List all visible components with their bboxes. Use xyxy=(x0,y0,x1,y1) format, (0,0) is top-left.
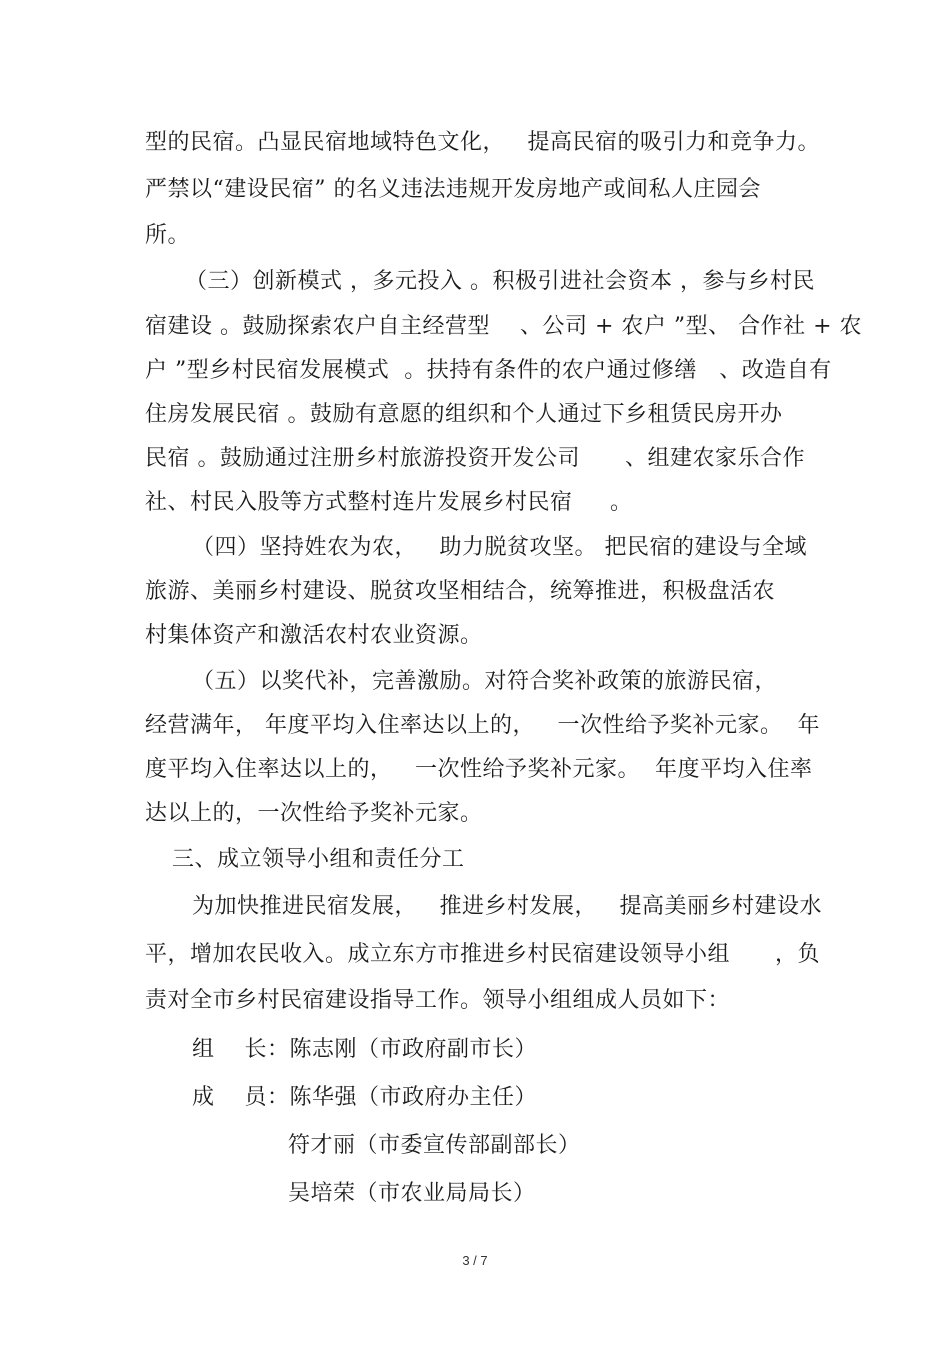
page-number: 3 / 7 xyxy=(462,1253,488,1268)
member-line: 成 员：陈华强（市政府办主任） xyxy=(192,1085,537,1110)
text-line: 为加快推进民宿发展， 推进乡村发展， 提高美丽乡村建设水 xyxy=(192,894,822,919)
member-line: 吴培荣（市农业局局长） xyxy=(288,1181,536,1206)
section-heading: 三、成立领导小组和责任分工 xyxy=(172,847,465,872)
text-line: 村集体资产和激活农村农业资源。 xyxy=(145,623,483,648)
member-line: 组 长：陈志刚（市政府副市长） xyxy=(192,1037,537,1062)
text-line: （四）坚持姓农为农， 助力脱贫攻坚。 把民宿的建设与全域 xyxy=(192,535,807,560)
text-line: 达以上的，一次性给予奖补元家。 xyxy=(145,801,483,826)
text-line: 户 ”型乡村民宿发展模式 。扶持有条件的农户通过修缮 、改造自有 xyxy=(145,358,832,383)
text-line: （五）以奖代补，完善激励。对符合奖补政策的旅游民宿， xyxy=(192,669,778,694)
text-line: 严禁以“建设民宿” 的名义违法违规开发房地产或间私人庄园会 xyxy=(145,177,761,202)
text-line: 平，增加农民收入。成立东方市推进乡村民宿建设领导小组 ，负 xyxy=(145,942,820,967)
text-line: （三）创新模式 ，多元投入 。积极引进社会资本 ，参与乡村民 xyxy=(185,269,815,294)
text-line: 度平均入住率达以上的， 一次性给予奖补元家。 年度平均入住率 xyxy=(145,757,813,782)
text-line: 旅游、美丽乡村建设、脱贫攻坚相结合，统筹推进，积极盘活农 xyxy=(145,579,776,604)
text-line: 所。 xyxy=(145,223,191,248)
text-line: 住房发展民宿 。鼓励有意愿的组织和个人通过下乡租赁民房开办 xyxy=(145,402,783,427)
text-line: 型的民宿。凸显民宿地域特色文化， 提高民宿的吸引力和竞争力。 xyxy=(145,130,820,155)
text-line: 民宿 。鼓励通过注册乡村旅游投资开发公司 、组建农家乐合作 xyxy=(145,446,805,471)
text-line: 社、村民入股等方式整村连片发展乡村民宿 。 xyxy=(145,490,633,515)
text-line: 责对全市乡村民宿建设指导工作。领导小组组成人员如下： xyxy=(145,988,731,1013)
member-line: 符才丽（市委宣传部副部长） xyxy=(288,1133,581,1158)
text-line: 宿建设 。鼓励探索农户自主经营型 、公司 + 农户 ”型、 合作社 + 农 xyxy=(145,314,863,339)
text-line: 经营满年， 年度平均入住率达以上的， 一次性给予奖补元家。 年 xyxy=(145,713,820,738)
